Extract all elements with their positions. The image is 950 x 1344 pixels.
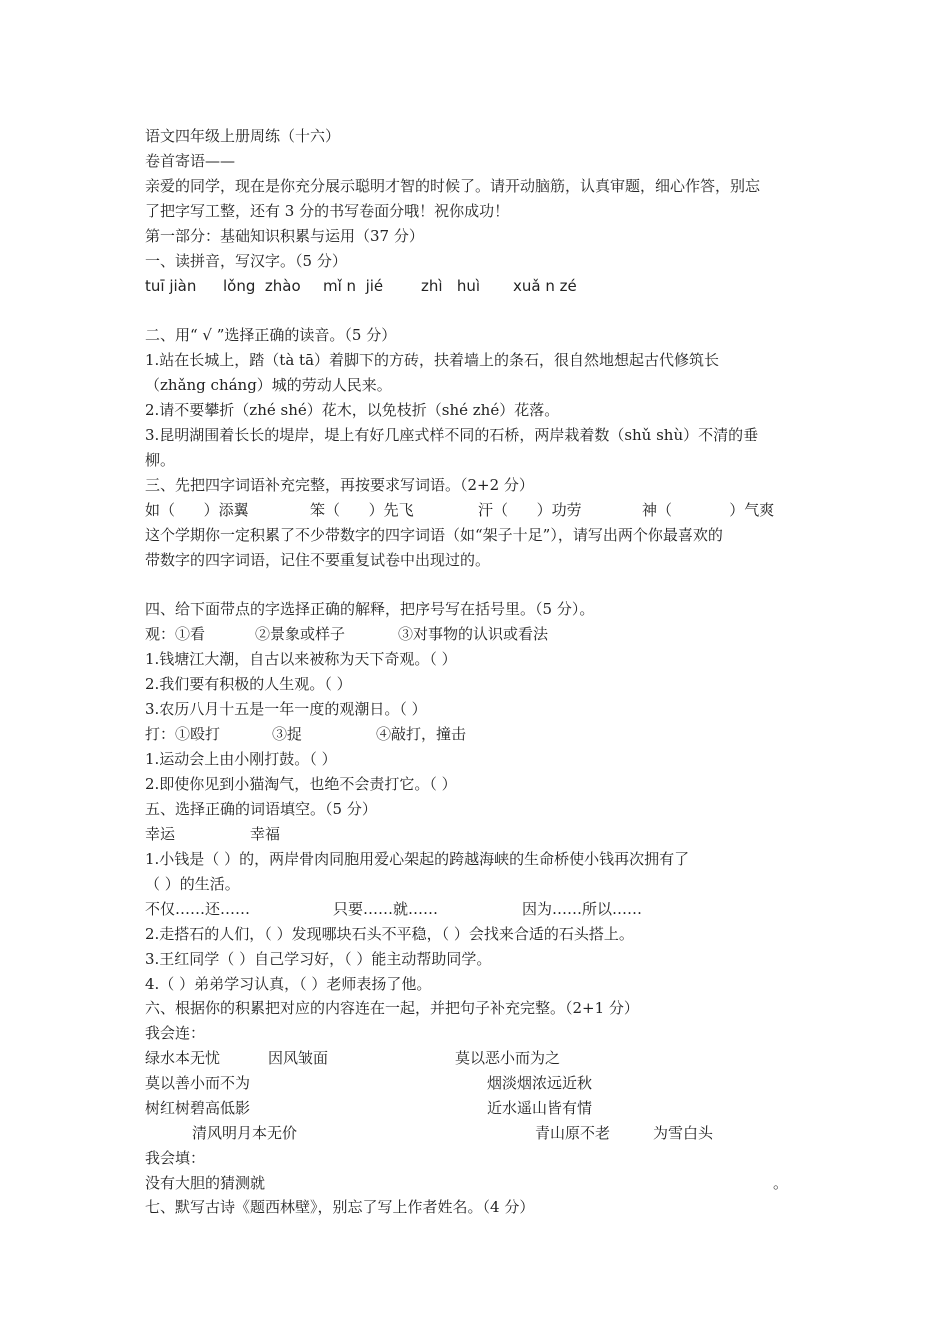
- q6-fill-label: 我会填：: [145, 1149, 206, 1167]
- conjunction-choice: 只要……就……: [333, 900, 439, 918]
- option-text: ③对事物的认识或看法: [398, 625, 549, 643]
- option-text: ④敲打，撞击: [376, 725, 467, 743]
- q1-heading: 一、读拼音，写汉字。（5 分）: [145, 252, 347, 270]
- q3-text-line-1: 这个学期你一定积累了不少带数字的四字词语（如“架子十足”），请写出两个你最喜欢的: [145, 526, 723, 544]
- q2-heading: 二、用“ √ ”选择正确的读音。（5 分）: [145, 326, 397, 344]
- q2-item-3-line-1: 3.昆明湖围着长长的堤岸，堤上有好几座式样不同的石桥，两岸栽着数（shǔ shù）不清的垂: [145, 426, 759, 444]
- q5-item-4: 4.（ ）弟弟学习认真，（ ）老师表扬了他。: [145, 975, 432, 993]
- idiom-blank: 如（ ）添翼: [145, 501, 249, 519]
- q5-item-1-line-1: 1.小钱是（ ）的，两岸骨肉同胞用爱心架起的跨越海峡的生命桥使小钱再次拥有了: [145, 850, 690, 868]
- connect-left-item: 树红树碧高低影: [145, 1099, 251, 1117]
- q6-heading: 六、根据你的积累把对应的内容连在一起，并把句子补充完整。（2+1 分）: [145, 999, 639, 1017]
- word-choice: 幸运: [145, 825, 176, 843]
- fill-end: 。: [773, 1174, 789, 1192]
- q5-item-2: 2.走搭石的人们，（ ）发现哪块石头不平稳，（ ）会找来合适的石头搭上。: [145, 925, 634, 943]
- q2-item-3-line-2: 柳。: [145, 451, 176, 469]
- pinyin-word: xuǎ n zé: [513, 277, 577, 295]
- worksheet-title: 语文四年级上册周练（十六）: [145, 127, 341, 145]
- conjunction-choice: 不仅……还……: [145, 900, 251, 918]
- q2-item-1-line-1: 1.站在长城上，踏（tà tā）着脚下的方砖，扶着墙上的条石，很自然地想起古代修筑长: [145, 351, 720, 369]
- q5-item-1-line-2: （ ）的生活。: [145, 875, 240, 893]
- pinyin-word: tuī jiàn: [145, 277, 197, 295]
- q4-guan-item-3: 3.农历八月十五是一年一度的观潮日。（ ）: [145, 700, 427, 718]
- q4-heading: 四、给下面带点的字选择正确的解释，把序号写在括号里。（5 分）。: [145, 600, 595, 618]
- word-choice: 幸福: [250, 825, 281, 843]
- part1-heading: 第一部分：基础知识积累与运用（37 分）: [145, 227, 424, 245]
- q7-heading: 七、默写古诗《题西林壁》，别忘了写上作者姓名。（4 分）: [145, 1198, 535, 1216]
- connect-right-item: 近水遥山皆有情: [487, 1099, 593, 1117]
- pinyin-word: zhì huì: [421, 277, 481, 295]
- option-text: 打：①殴打: [145, 725, 221, 743]
- q4-guan-item-1: 1.钱塘江大潮，自古以来被称为天下奇观。（ ）: [145, 650, 457, 668]
- pinyin-word: lǒng zhào: [223, 277, 301, 295]
- connect-left-item: 绿水本无忧: [145, 1049, 221, 1067]
- preface-text-line-1: 亲爱的同学，现在是你充分展示聪明才智的时候了。请开动脑筋，认真审题，细心作答，别忘: [145, 177, 761, 195]
- connect-middle-item: 因风皱面: [268, 1049, 329, 1067]
- q5-heading: 五、选择正确的词语填空。（5 分）: [145, 800, 377, 818]
- preface-text-line-2: 了把字写工整，还有 3 分的书写卷面分哦！祝你成功！: [145, 202, 510, 220]
- conjunction-choice: 因为……所以……: [522, 900, 643, 918]
- connect-right-item: 莫以恶小而为之: [455, 1049, 561, 1067]
- q4-da-item-1: 1.运动会上由小刚打鼓。（ ）: [145, 750, 337, 768]
- q3-text-line-2: 带数字的四字词语，记住不要重复试卷中出现过的。: [145, 551, 491, 569]
- option-text: 观：①看: [145, 625, 206, 643]
- connect-extra-item: 为雪白头: [653, 1124, 714, 1142]
- connect-right-item: 青山原不老: [535, 1124, 611, 1142]
- fill-text: 没有大胆的猜测就: [145, 1174, 266, 1192]
- q2-item-1-line-2: （zhǎng cháng）城的劳动人民来。: [145, 376, 392, 394]
- q5-item-3: 3.王红同学（ ）自己学习好，（ ）能主动帮助同学。: [145, 950, 492, 968]
- idiom-blank: 汗（ ）功劳: [478, 501, 582, 519]
- q3-heading: 三、先把四字词语补充完整，再按要求写词语。（2+2 分）: [145, 476, 534, 494]
- idiom-blank: 笨（ ）先飞: [310, 501, 414, 519]
- q4-guan-item-2: 2.我们要有积极的人生观。（ ）: [145, 675, 352, 693]
- pinyin-word: mǐ n jié: [323, 277, 384, 295]
- q4-da-item-2: 2.即使你见到小猫淘气，也绝不会责打它。（ ）: [145, 775, 457, 793]
- q2-item-2: 2.请不要攀折（zhé shé）花木，以免枝折（shé zhé）花落。: [145, 401, 560, 419]
- connect-left-item: 清风明月本无价: [192, 1124, 298, 1142]
- option-text: ②景象或样子: [255, 625, 346, 643]
- option-text: ③捉: [272, 725, 303, 743]
- preface-label: 卷首寄语——: [145, 152, 236, 170]
- connect-right-item: 烟淡烟浓远近秋: [487, 1074, 593, 1092]
- idiom-blank: 神（ ）气爽: [642, 501, 775, 519]
- q6-connect-label: 我会连：: [145, 1024, 206, 1042]
- connect-left-item: 莫以善小而不为: [145, 1074, 251, 1092]
